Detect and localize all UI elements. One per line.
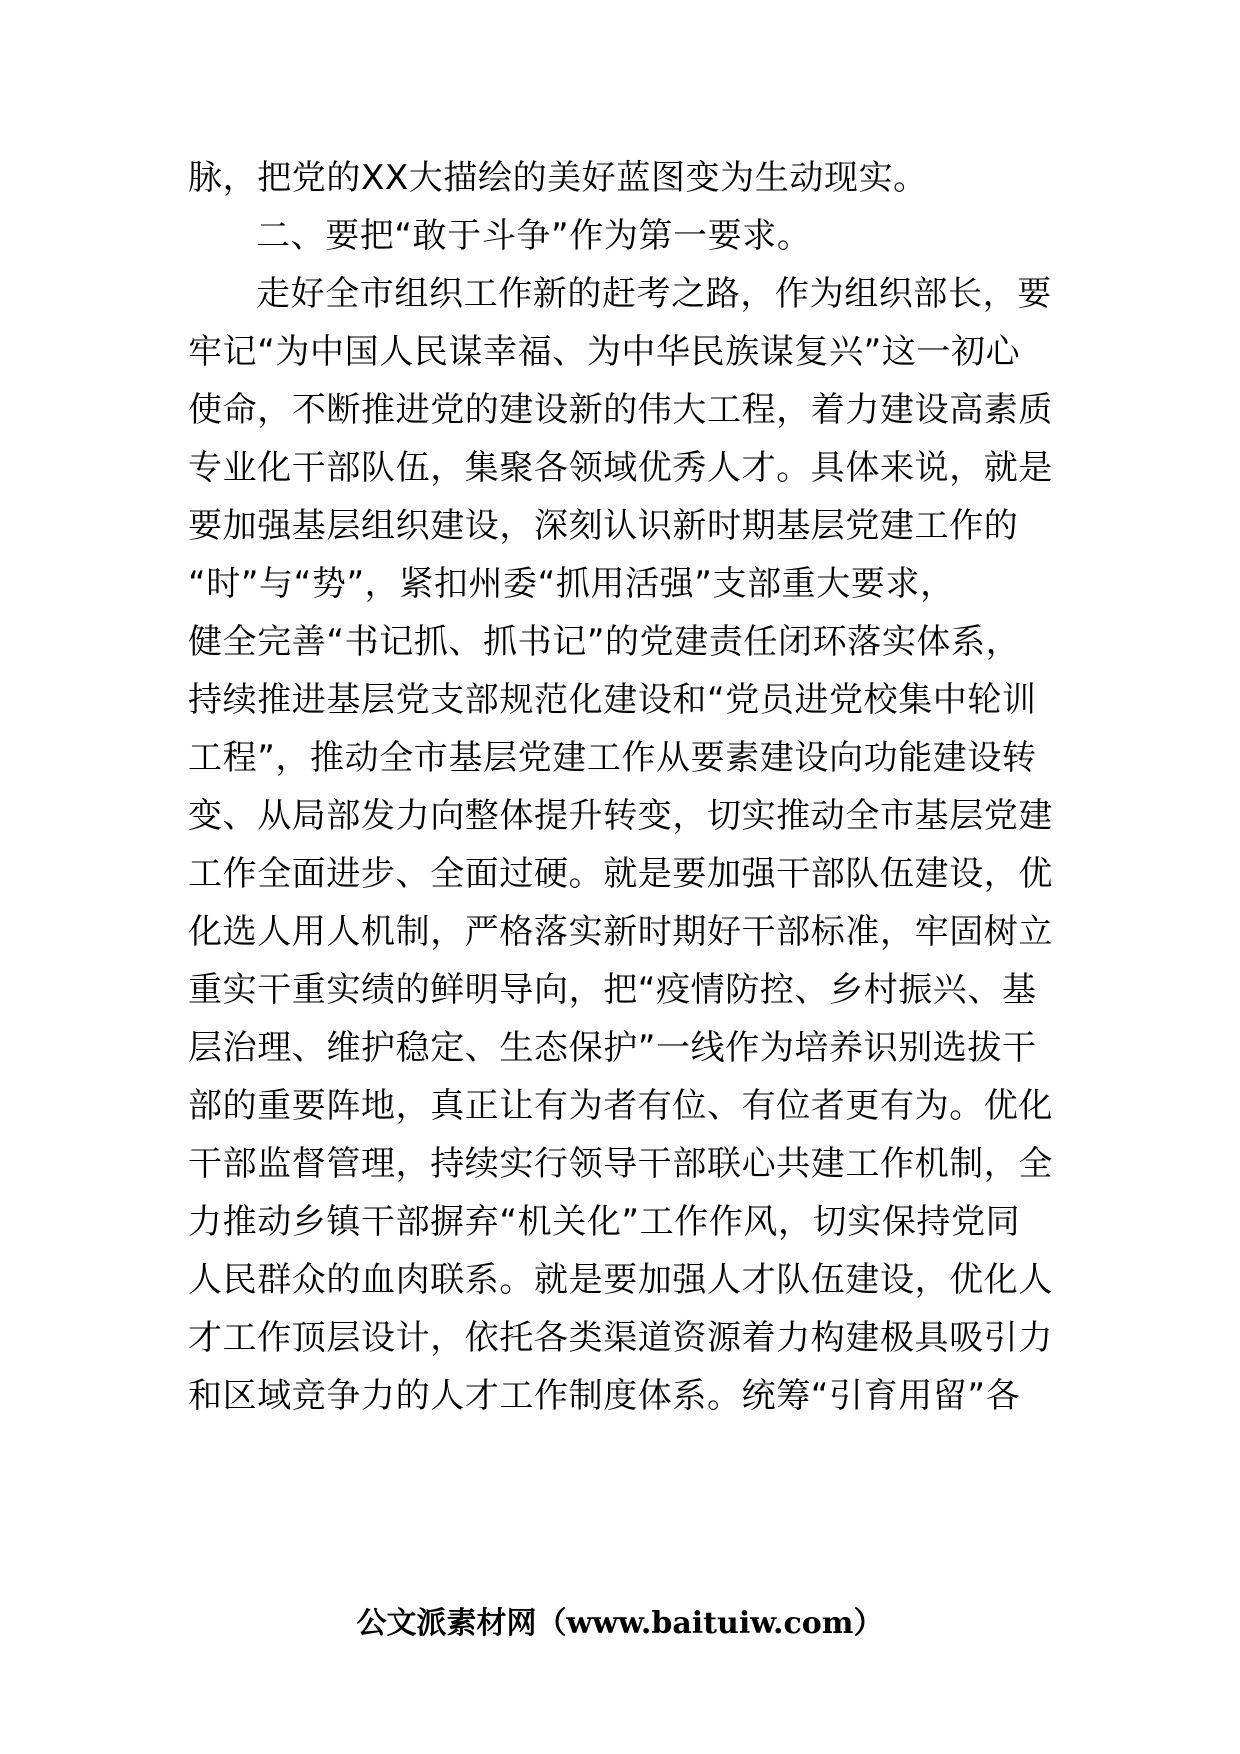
text-line: 力推动乡镇干部摒弃“机关化”工作作风，切实保持党同 [188,1202,1021,1242]
text-line: 层治理、维护稳定、生态保护”一线作为培养识别选拔干 [188,1028,1037,1068]
text-line: 才工作顶层设计，依托各类渠道资源着力构建极具吸引力 [188,1318,1053,1358]
text-line: 变、从局部发力向整体提升转变，切实推动全市基层党建 [188,796,1053,836]
text-line: 重实干重实绩的鲜明导向，把“疫情防控、乡村振兴、基 [188,970,1037,1010]
text-line: 使命，不断推进党的建设新的伟大工程，着力建设高素质 [188,390,1053,430]
text-line: “时”与“势”，紧扣州委“抓用活强”支部重大要求， [188,564,955,604]
text-line: 要加强基层组织建设，深刻认识新时期基层党建工作的 [188,506,1019,546]
text-line: 化选人用人机制，严格落实新时期好干部标准，牢固树立 [188,912,1053,952]
text-line: 牢记“为中国人民谋幸福、为中华民族谋复兴”这一初心 [188,332,1021,372]
text-line: 工作全面进步、全面过硬。就是要加强干部队伍建设，优 [188,854,1053,894]
text-line: 部的重要阵地，真正让有为者有位、有位者更有为。优化 [188,1086,1053,1126]
text-line: 持续推进基层党支部规范化建设和“党员进党校集中轮训 [188,680,1037,720]
text-line: 专业化干部队伍，集聚各领域优秀人才。具体来说，就是 [188,448,1053,488]
footer-source-note: 公文派素材网（www.baituiw.com） [356,1606,884,1641]
section-heading: 二、要把“敢于斗争”作为第一要求。 [256,216,812,256]
text-line: 和区域竞争力的人才工作制度体系。统筹“引育用留”各 [188,1376,1021,1416]
text-line: 工程”，推动全市基层党建工作从要素建设向功能建设转 [188,738,1037,778]
text-line: 脉，把党的XX大描绘的美好蓝图变为生动现实。 [188,158,928,198]
text-line: 人民群众的血肉联系。就是要加强人才队伍建设，优化人 [188,1260,1053,1300]
paragraph-first-line: 走好全市组织工作新的赶考之路，作为组织部长，要 [256,274,1052,314]
text-line: 健全完善“书记抓、抓书记”的党建责任闭环落实体系， [188,622,1021,662]
text-line: 干部监督管理，持续实行领导干部联心共建工作机制，全 [188,1144,1053,1184]
